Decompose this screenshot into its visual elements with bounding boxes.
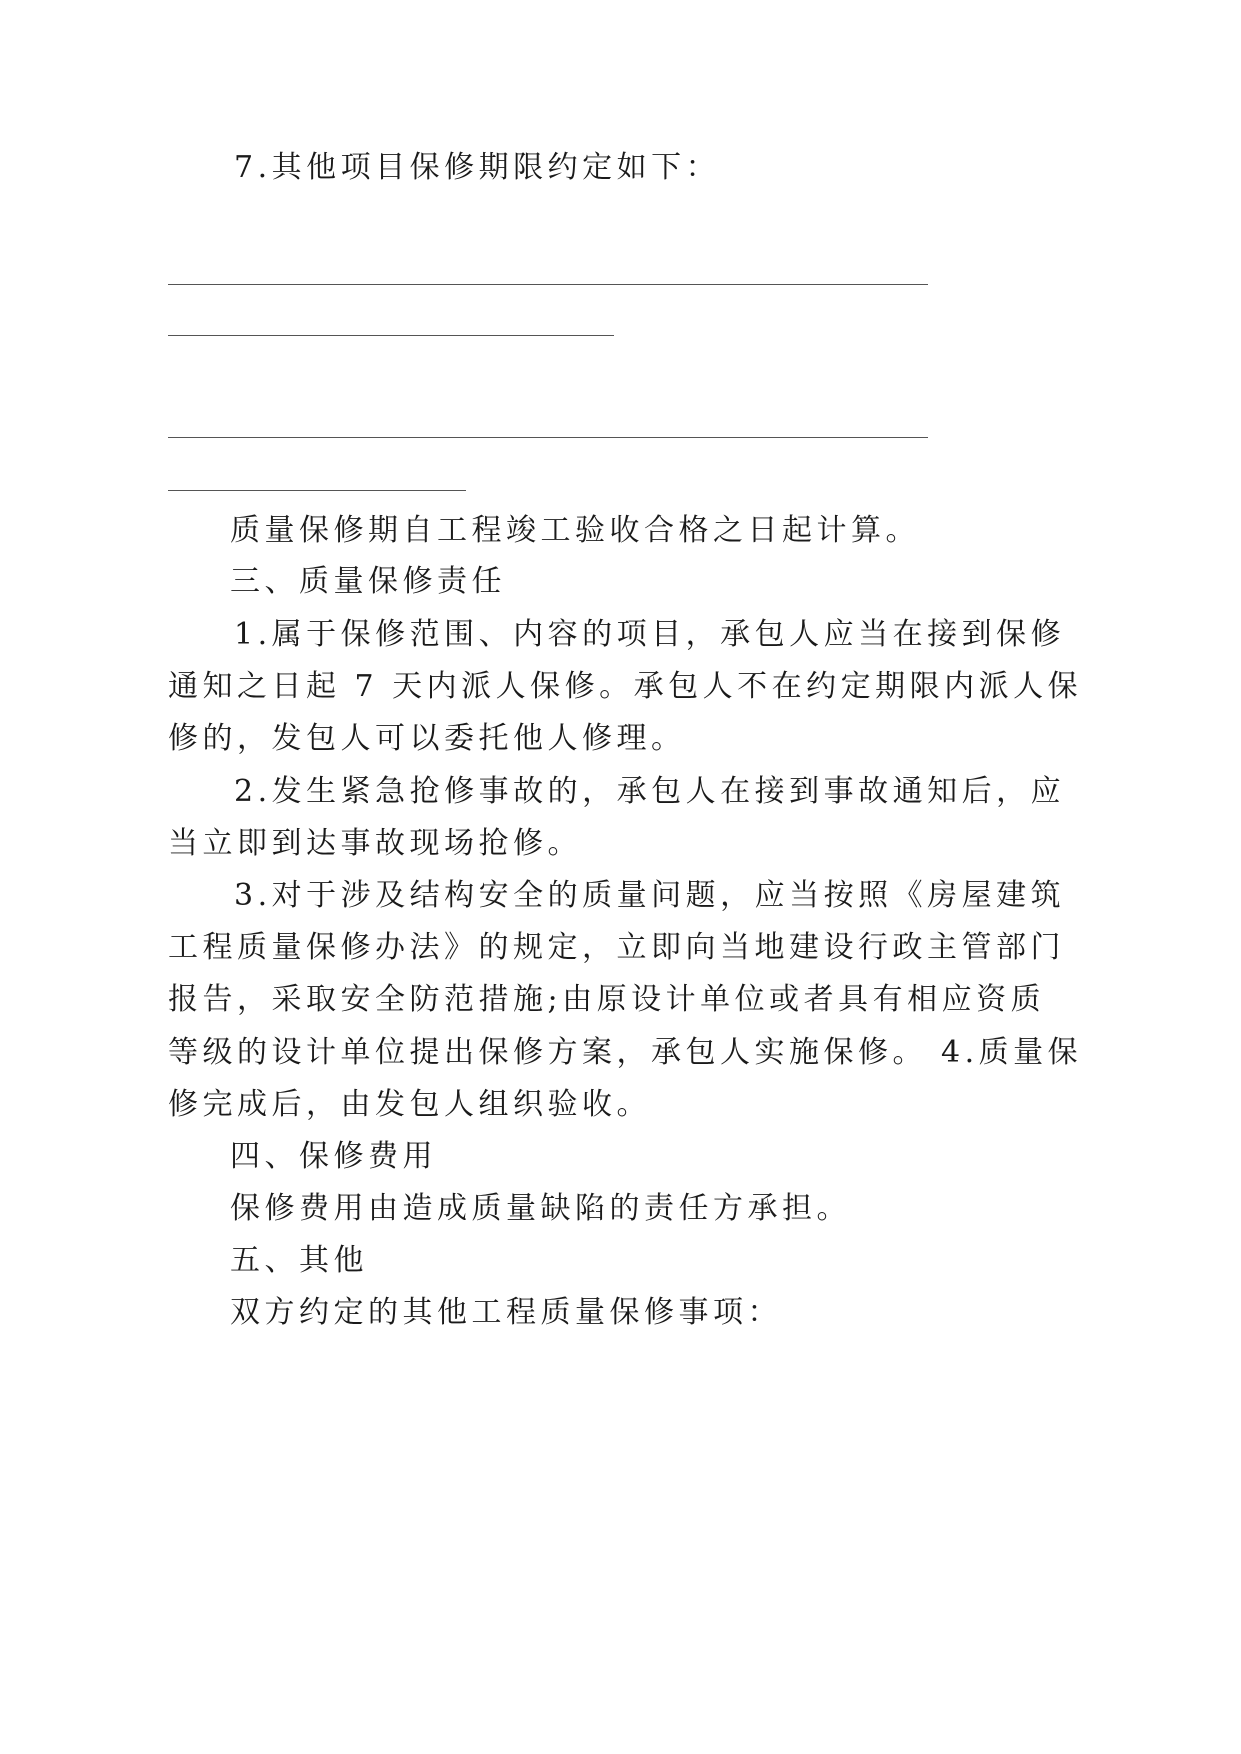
period-start-text: 质量保修期自工程竣工验收合格之日起计算。 bbox=[230, 513, 920, 548]
blank-line bbox=[168, 335, 614, 336]
s3-item1-line: 1.属于保修范围、内容的项目，承包人应当在接到保修 bbox=[234, 617, 1066, 652]
s3-item3-line: 修完成后，由发包人组织验收。 bbox=[168, 1087, 651, 1122]
s3-item1-line: 通知之日起 7 天内派人保修。承包人不在约定期限内派人保 bbox=[168, 669, 1083, 704]
blank-line bbox=[168, 437, 928, 438]
blank-line bbox=[168, 490, 466, 491]
section-3-title: 三、质量保修责任 bbox=[230, 564, 506, 599]
s3-item2-line: 当立即到达事故现场抢修。 bbox=[168, 826, 582, 861]
blank-line bbox=[168, 284, 928, 285]
section-4-title: 四、保修费用 bbox=[230, 1139, 437, 1174]
s3-item2-line: 2.发生紧急抢修事故的，承包人在接到事故通知后，应 bbox=[234, 774, 1066, 809]
s3-item3-line: 工程质量保修办法》的规定，立即向当地建设行政主管部门 bbox=[168, 930, 1065, 965]
section-5-body: 双方约定的其他工程质量保修事项： bbox=[230, 1295, 782, 1330]
section-5-title: 五、其他 bbox=[230, 1243, 368, 1278]
s3-item1-line: 修的，发包人可以委托他人修理。 bbox=[168, 721, 686, 756]
s3-item3-line: 报告，采取安全防范措施;由原设计单位或者具有相应资质 bbox=[168, 982, 1046, 1017]
s3-item3-line: 等级的设计单位提出保修方案，承包人实施保修。 4.质量保 bbox=[168, 1035, 1083, 1070]
item7-heading: 7.其他项目保修期限约定如下： bbox=[234, 150, 721, 185]
s3-item3-line: 3.对于涉及结构安全的质量问题，应当按照《房屋建筑 bbox=[234, 878, 1066, 913]
section-4-body: 保修费用由造成质量缺陷的责任方承担。 bbox=[230, 1191, 851, 1226]
